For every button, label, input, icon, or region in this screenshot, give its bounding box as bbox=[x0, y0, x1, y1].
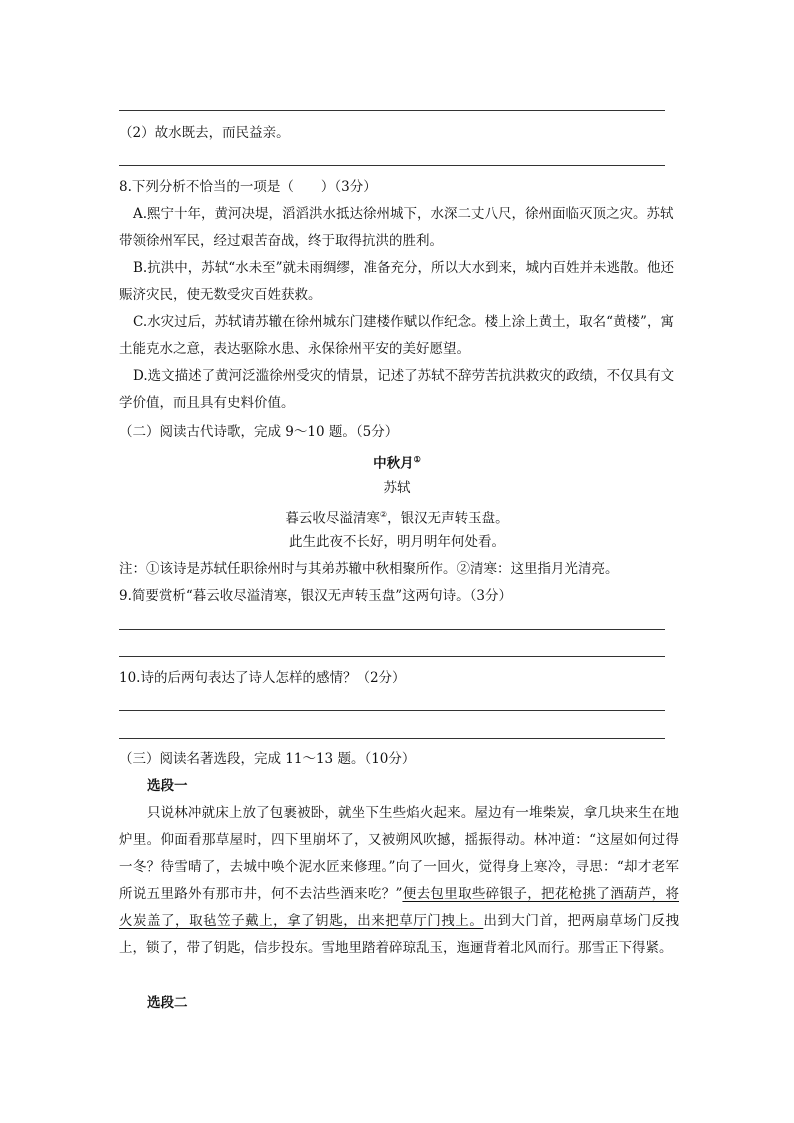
question-8-option-d: D.选文描述了黄河泛滥徐州受灾的情景，记述了苏轼不辞劳苦抗洪救灾的政绩，不仅具有文学价值，而且具有史料价值。 bbox=[119, 368, 675, 411]
answer-line bbox=[119, 165, 665, 166]
section-3-heading: （三）阅读名著选段，完成 11～13 题。（10分） bbox=[119, 751, 416, 767]
passage-1-text: 只说林冲就床上放了包裹被卧，就坐下生些焰火起来。屋边有一堆柴炭，拿几块来生在地炉里。仰面看那草屋时，四下里崩坏了，又被朔风吹撼，摇振得动。林冲道：“这屋如何过得一冬？待雪晴了，去城中唤个泥水匠来修理。”向了一回火，觉得身上寒冷，寻思：“却才老军所说五里路外有那市井，何不去沽些酒来吃？”便去包里取些碎银子，把花枪挑了酒葫芦，将火炭盖了，取毡笠子戴上，拿了钥匙，出来把草厅门拽上。出到大门首，把两扇草场门反拽上，锁了，带了钥匙，信步投东。雪地里踏着碎琼乱玉，迤逦背着北风而行。那雪正下得紧。 bbox=[119, 805, 680, 956]
answer-line bbox=[119, 110, 665, 111]
question-8-stem: 8.下列分析不恰当的一项是（ ）（3分） bbox=[119, 179, 377, 195]
question-8-option-c: C.水灾过后，苏轼请苏辙在徐州城东门建楼作赋以作纪念。楼上涂上黄土，取名“黄楼”，寓土能克水之意，表达驱除水患、永保徐州平安的美好愿望。 bbox=[119, 314, 674, 357]
poem-line-1: 暮云收尽溢清寒②，银汉无声转玉盘。 bbox=[285, 510, 509, 527]
question-8-option-a: A.熙宁十年，黄河决堤，滔滔洪水抵达徐州城下，水深二丈八尺，徐州面临灭顶之灾。苏轼带领徐州军民，经过艰苦奋战，终于取得抗洪的胜利。 bbox=[119, 206, 674, 249]
poem-note: 注：①该诗是苏轼任职徐州时与其弟苏辙中秋相聚所作。②清寒：这里指月光清亮。 bbox=[119, 561, 619, 577]
answer-line bbox=[119, 629, 665, 630]
passage-1-heading: 选段一 bbox=[147, 778, 188, 794]
question-9: 9.简要赏析“暮云收尽溢清寒，银汉无声转玉盘”这两句诗。（3分） bbox=[119, 588, 513, 604]
poem-author: 苏轼 bbox=[383, 480, 411, 496]
poem-title: 中秋月① bbox=[373, 454, 421, 472]
question-8-option-b: B.抗洪中，苏轼“水未至”就未雨绸缪，准备充分，所以大水到来，城内百姓并未逃散。他还赈济灾民，使无数受灾百姓获救。 bbox=[119, 260, 675, 303]
question-7-2: （2）故水既去，而民益亲。 bbox=[119, 125, 290, 141]
section-2-heading: （二）阅读古代诗歌，完成 9～10 题。（5分） bbox=[119, 424, 399, 440]
poem-line-2: 此生此夜不长好，明月明年何处看。 bbox=[289, 534, 505, 550]
passage-2-heading: 选段二 bbox=[147, 995, 188, 1011]
answer-line bbox=[119, 738, 665, 739]
answer-line bbox=[119, 710, 665, 711]
underlined-sentence: 便去包里取些碎银子，把花枪挑了酒葫芦，将火炭盖了，取毡笠子戴上，拿了钥匙，出来把草厅门拽上。 bbox=[119, 886, 679, 929]
question-10: 10.诗的后两句表达了诗人怎样的感情？（2分） bbox=[119, 670, 406, 686]
answer-line bbox=[119, 656, 665, 657]
